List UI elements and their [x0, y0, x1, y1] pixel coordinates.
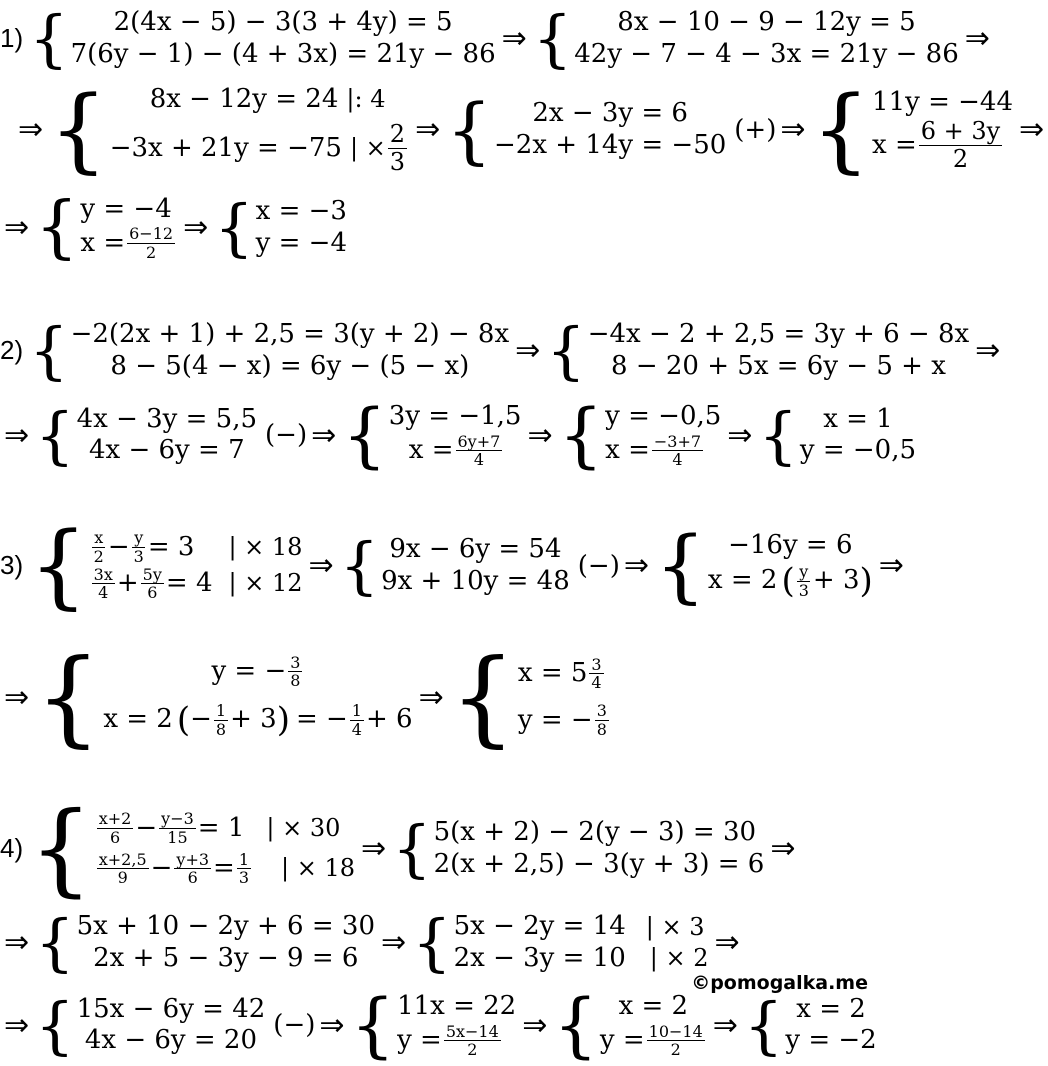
operation-note: (+) — [734, 114, 777, 145]
equation: $\frac{x}{2}$ − $\frac{y}{3}$ = 3 | × 18 — [93, 528, 303, 566]
equation: $\frac{x+2,5}{9}$ − $\frac{y+3}{6}$ = $\frac{1}{3}$ | × 18 — [98, 849, 356, 888]
equation: −3x + 21y = −75 — [109, 132, 342, 163]
implies-arrow: ⇒ — [527, 417, 553, 453]
implies-arrow: ⇒ — [623, 548, 649, 583]
operation-note: (−) — [273, 1010, 316, 1040]
implies-arrow: ⇒ — [501, 21, 527, 56]
equation: 2x + 5 − 3y − 9 = 6 — [93, 942, 359, 973]
equation: x = 2 ( $\frac{y}{3}$ + 3 ) — [707, 560, 873, 601]
operation-note: | × 3 — [645, 912, 705, 941]
equation: 8x − 12y = 24 — [149, 84, 339, 115]
fraction: $\frac{2}{3}$ — [389, 120, 406, 176]
equation: −4x − 2 + 2,5 = 3y + 6 − 8x — [587, 319, 970, 350]
system — [29, 512, 302, 619]
brace: { — [339, 529, 380, 602]
implies-arrow: ⇒ — [1019, 112, 1045, 147]
equation: $\frac{3x}{4}$ + $\frac{5y}{6}$ = 4 | × 12 — [93, 564, 303, 603]
p1-line1 — [0, 2, 994, 75]
equation: 15x − 6y = 42 — [76, 993, 266, 1024]
p2-line1 — [0, 314, 1004, 387]
brace: { — [49, 76, 108, 183]
equation: 4x − 3y = 5,5 — [76, 403, 258, 434]
fraction: $\frac{3}{8}$ — [596, 701, 607, 739]
brace: { — [449, 636, 516, 758]
system — [655, 519, 873, 612]
implies-arrow: ⇒ — [770, 831, 796, 866]
equation: $\frac{x+2}{6}$ − $\frac{y-3}{15}$ = 1 | × 30 — [98, 809, 341, 847]
equation: x = — [872, 129, 917, 160]
problem-number: 4) — [0, 833, 24, 863]
operation-note: | × 18 — [281, 854, 356, 883]
brace: { — [553, 984, 598, 1066]
brace: { — [29, 790, 93, 907]
equation: y = −2 — [785, 1025, 877, 1055]
system — [35, 188, 177, 267]
implies-arrow: ⇒ — [311, 417, 337, 453]
fraction: $\frac{3}{8}$ — [290, 652, 301, 691]
implies-arrow: ⇒ — [415, 112, 441, 147]
brace: { — [29, 2, 69, 75]
system — [446, 88, 726, 172]
fraction: $\frac{5y}{6}$ — [142, 564, 162, 603]
implies-arrow: ⇒ — [18, 112, 44, 147]
operation-note: |: 4 — [346, 85, 386, 114]
equation: 3y = −1,5 — [388, 401, 522, 432]
implies-arrow: ⇒ — [714, 925, 740, 960]
equation: y = −4 — [255, 227, 348, 258]
equation: x = — [80, 227, 126, 258]
brace: { — [655, 519, 706, 612]
brace: { — [350, 984, 396, 1066]
implies-arrow: ⇒ — [515, 333, 541, 368]
implies-arrow: ⇒ — [4, 1007, 30, 1043]
implies-arrow: ⇒ — [183, 210, 209, 245]
equation: y = − $\frac{3}{8}$ — [211, 652, 301, 691]
implies-arrow: ⇒ — [418, 679, 444, 715]
implies-arrow: ⇒ — [522, 1007, 548, 1043]
brace: { — [35, 398, 75, 472]
operation-note: | × 18 — [228, 533, 303, 561]
equation: x = 2 — [796, 993, 866, 1024]
fraction: $\frac{y-3}{15}$ — [161, 809, 194, 847]
operation-note: | × — [349, 133, 386, 162]
watermark: ©pomogalka.me — [691, 972, 868, 994]
fraction: $\frac{10-14}{2}$ — [648, 1021, 703, 1060]
brace: { — [29, 512, 88, 619]
fraction: $\frac{-3+7}{4}$ — [653, 431, 702, 470]
equation: −2(2x + 1) + 2,5 = 3(y + 2) − 8x — [70, 319, 510, 350]
equation: 2x − 3y = 10 — [453, 942, 626, 973]
equation: 42y − 7 − 4 − 3x = 21y − 86 — [574, 38, 959, 69]
implies-arrow: ⇒ — [964, 21, 990, 56]
p1-line3 — [0, 188, 349, 267]
fraction: $\frac{6 + 3y}{2}$ — [920, 117, 1001, 173]
equation: 9x − 6y = 54 — [389, 534, 562, 565]
operation-note: (−) — [577, 550, 620, 581]
equation: 2x − 3y = 6 — [532, 98, 688, 129]
brace: { — [214, 191, 254, 264]
p3-line1 — [0, 512, 908, 619]
implies-arrow: ⇒ — [319, 1007, 345, 1043]
p1-line2 — [14, 76, 1048, 183]
system — [35, 399, 257, 472]
system — [29, 2, 496, 75]
system — [35, 636, 412, 758]
system — [758, 399, 916, 472]
system — [559, 394, 722, 476]
fraction: $\frac{x}{2}$ — [93, 528, 104, 566]
fraction: $\frac{x+2,5}{9}$ — [98, 849, 147, 888]
brace: { — [532, 2, 573, 75]
operation-note: (−) — [265, 420, 308, 450]
operation-note: | × 2 — [649, 943, 709, 972]
brace: { — [412, 906, 452, 979]
implies-arrow: ⇒ — [361, 831, 387, 866]
brace: { — [758, 398, 798, 472]
implies-arrow: ⇒ — [4, 210, 30, 245]
brace: { — [35, 988, 75, 1062]
equation: 11x = 22 — [397, 991, 517, 1022]
brace: { — [392, 812, 432, 885]
equation: −2x + 14y = −50 — [494, 129, 727, 160]
equation: −16y = 6 — [728, 529, 853, 560]
equation: 5x − 2y = 14 — [453, 911, 626, 942]
implies-arrow: ⇒ — [780, 112, 806, 147]
equation: 2(4x − 5) − 3(3 + 4y) = 5 — [113, 7, 453, 38]
fraction: $\frac{x+2}{6}$ — [98, 809, 132, 847]
brace: { — [342, 394, 387, 476]
equation: x = 2 — [618, 991, 689, 1022]
fraction: $\frac{1}{8}$ — [215, 700, 227, 739]
system — [812, 76, 1014, 183]
fraction: $\frac{1}{4}$ — [351, 700, 362, 739]
p3-line2 — [0, 636, 613, 758]
equation: x = 1 — [823, 403, 893, 434]
equation: x = 5 $\frac{3}{4}$ — [517, 654, 602, 693]
system — [392, 812, 764, 885]
p4-line2 — [0, 906, 744, 979]
fraction: $\frac{1}{3}$ — [238, 849, 250, 888]
equation: y = — [599, 1025, 645, 1055]
system — [214, 191, 347, 264]
fraction: $\frac{y}{3}$ — [798, 561, 809, 600]
system — [342, 394, 521, 476]
equation: 4x − 6y = 7 — [89, 435, 245, 465]
equation: 8x − 10 − 9 − 12y = 5 — [617, 7, 916, 38]
problem-number: 2) — [0, 335, 24, 365]
system — [35, 989, 265, 1062]
implies-arrow: ⇒ — [975, 333, 1001, 368]
system — [553, 984, 706, 1066]
equation: x = — [605, 435, 650, 465]
p2-line2 — [0, 394, 918, 476]
equation: y = −4 — [80, 193, 172, 224]
implies-arrow: ⇒ — [4, 925, 30, 960]
system — [29, 314, 509, 387]
brace: { — [35, 636, 102, 758]
equation: 8 − 5(4 − x) = 6y − (5 − x) — [110, 350, 470, 381]
system — [744, 989, 877, 1062]
implies-arrow: ⇒ — [381, 925, 407, 960]
equation: 5(x + 2) − 2(y − 3) = 30 — [433, 817, 757, 848]
equation: 4x − 6y = 20 — [84, 1025, 258, 1055]
equation: 7(6y − 1) − (4 + 3x) = 21y − 86 — [70, 38, 496, 69]
brace: { — [811, 76, 871, 183]
problem-number: 1) — [0, 23, 24, 53]
operation-note: | × 12 — [228, 569, 303, 598]
implies-arrow: ⇒ — [308, 548, 334, 583]
fraction: $\frac{5x-14}{2}$ — [445, 1021, 499, 1060]
equation: y = − $\frac{3}{8}$ — [517, 701, 607, 739]
brace: { — [35, 188, 79, 267]
fraction: $\frac{6-12}{2}$ — [129, 224, 174, 262]
equation: x = 2 ( − $\frac{1}{8}$ + 3 ) = − $\frac{1}{4}$ + 6 — [103, 699, 413, 740]
system — [450, 636, 611, 758]
system — [533, 2, 959, 75]
implies-arrow: ⇒ — [878, 548, 904, 583]
equation: y = −0,5 — [799, 435, 917, 465]
fraction: $\frac{3x}{4}$ — [93, 564, 113, 603]
fraction: $\frac{6y+7}{4}$ — [457, 431, 501, 470]
brace: { — [446, 87, 493, 172]
equation: 11y = −44 — [872, 87, 1014, 118]
system — [546, 314, 969, 387]
p4-line1 — [0, 790, 799, 907]
system — [49, 76, 409, 183]
implies-arrow: ⇒ — [4, 417, 30, 453]
fraction: $\frac{3}{4}$ — [591, 654, 602, 693]
operation-note: | × 30 — [266, 814, 341, 842]
equation: 8 − 20 + 5x = 6y − 5 + x — [611, 350, 946, 381]
fraction: $\frac{y+3}{6}$ — [176, 849, 210, 888]
equation: 5x + 10 − 2y + 6 = 30 — [76, 911, 375, 942]
implies-arrow: ⇒ — [4, 679, 30, 715]
fraction: $\frac{y}{3}$ — [133, 528, 144, 566]
problem-number: 3) — [0, 550, 24, 580]
equation: y = — [397, 1025, 442, 1055]
system — [29, 790, 355, 907]
equation: y = −0,5 — [605, 401, 722, 432]
system — [351, 984, 517, 1066]
system — [412, 906, 708, 979]
equation: 2(x + 2,5) − 3(y + 3) = 6 — [433, 848, 765, 879]
equation: x = −3 — [255, 196, 347, 227]
brace: { — [29, 314, 69, 387]
system — [35, 906, 375, 979]
equation: x = — [408, 435, 454, 465]
brace: { — [35, 906, 75, 979]
implies-arrow: ⇒ — [712, 1007, 738, 1043]
p4-line3 — [0, 984, 879, 1066]
system — [340, 529, 570, 602]
brace: { — [558, 394, 604, 476]
brace: { — [546, 314, 586, 387]
implies-arrow: ⇒ — [727, 417, 753, 453]
equation: 9x + 10y = 48 — [381, 565, 570, 596]
brace: { — [743, 988, 784, 1062]
